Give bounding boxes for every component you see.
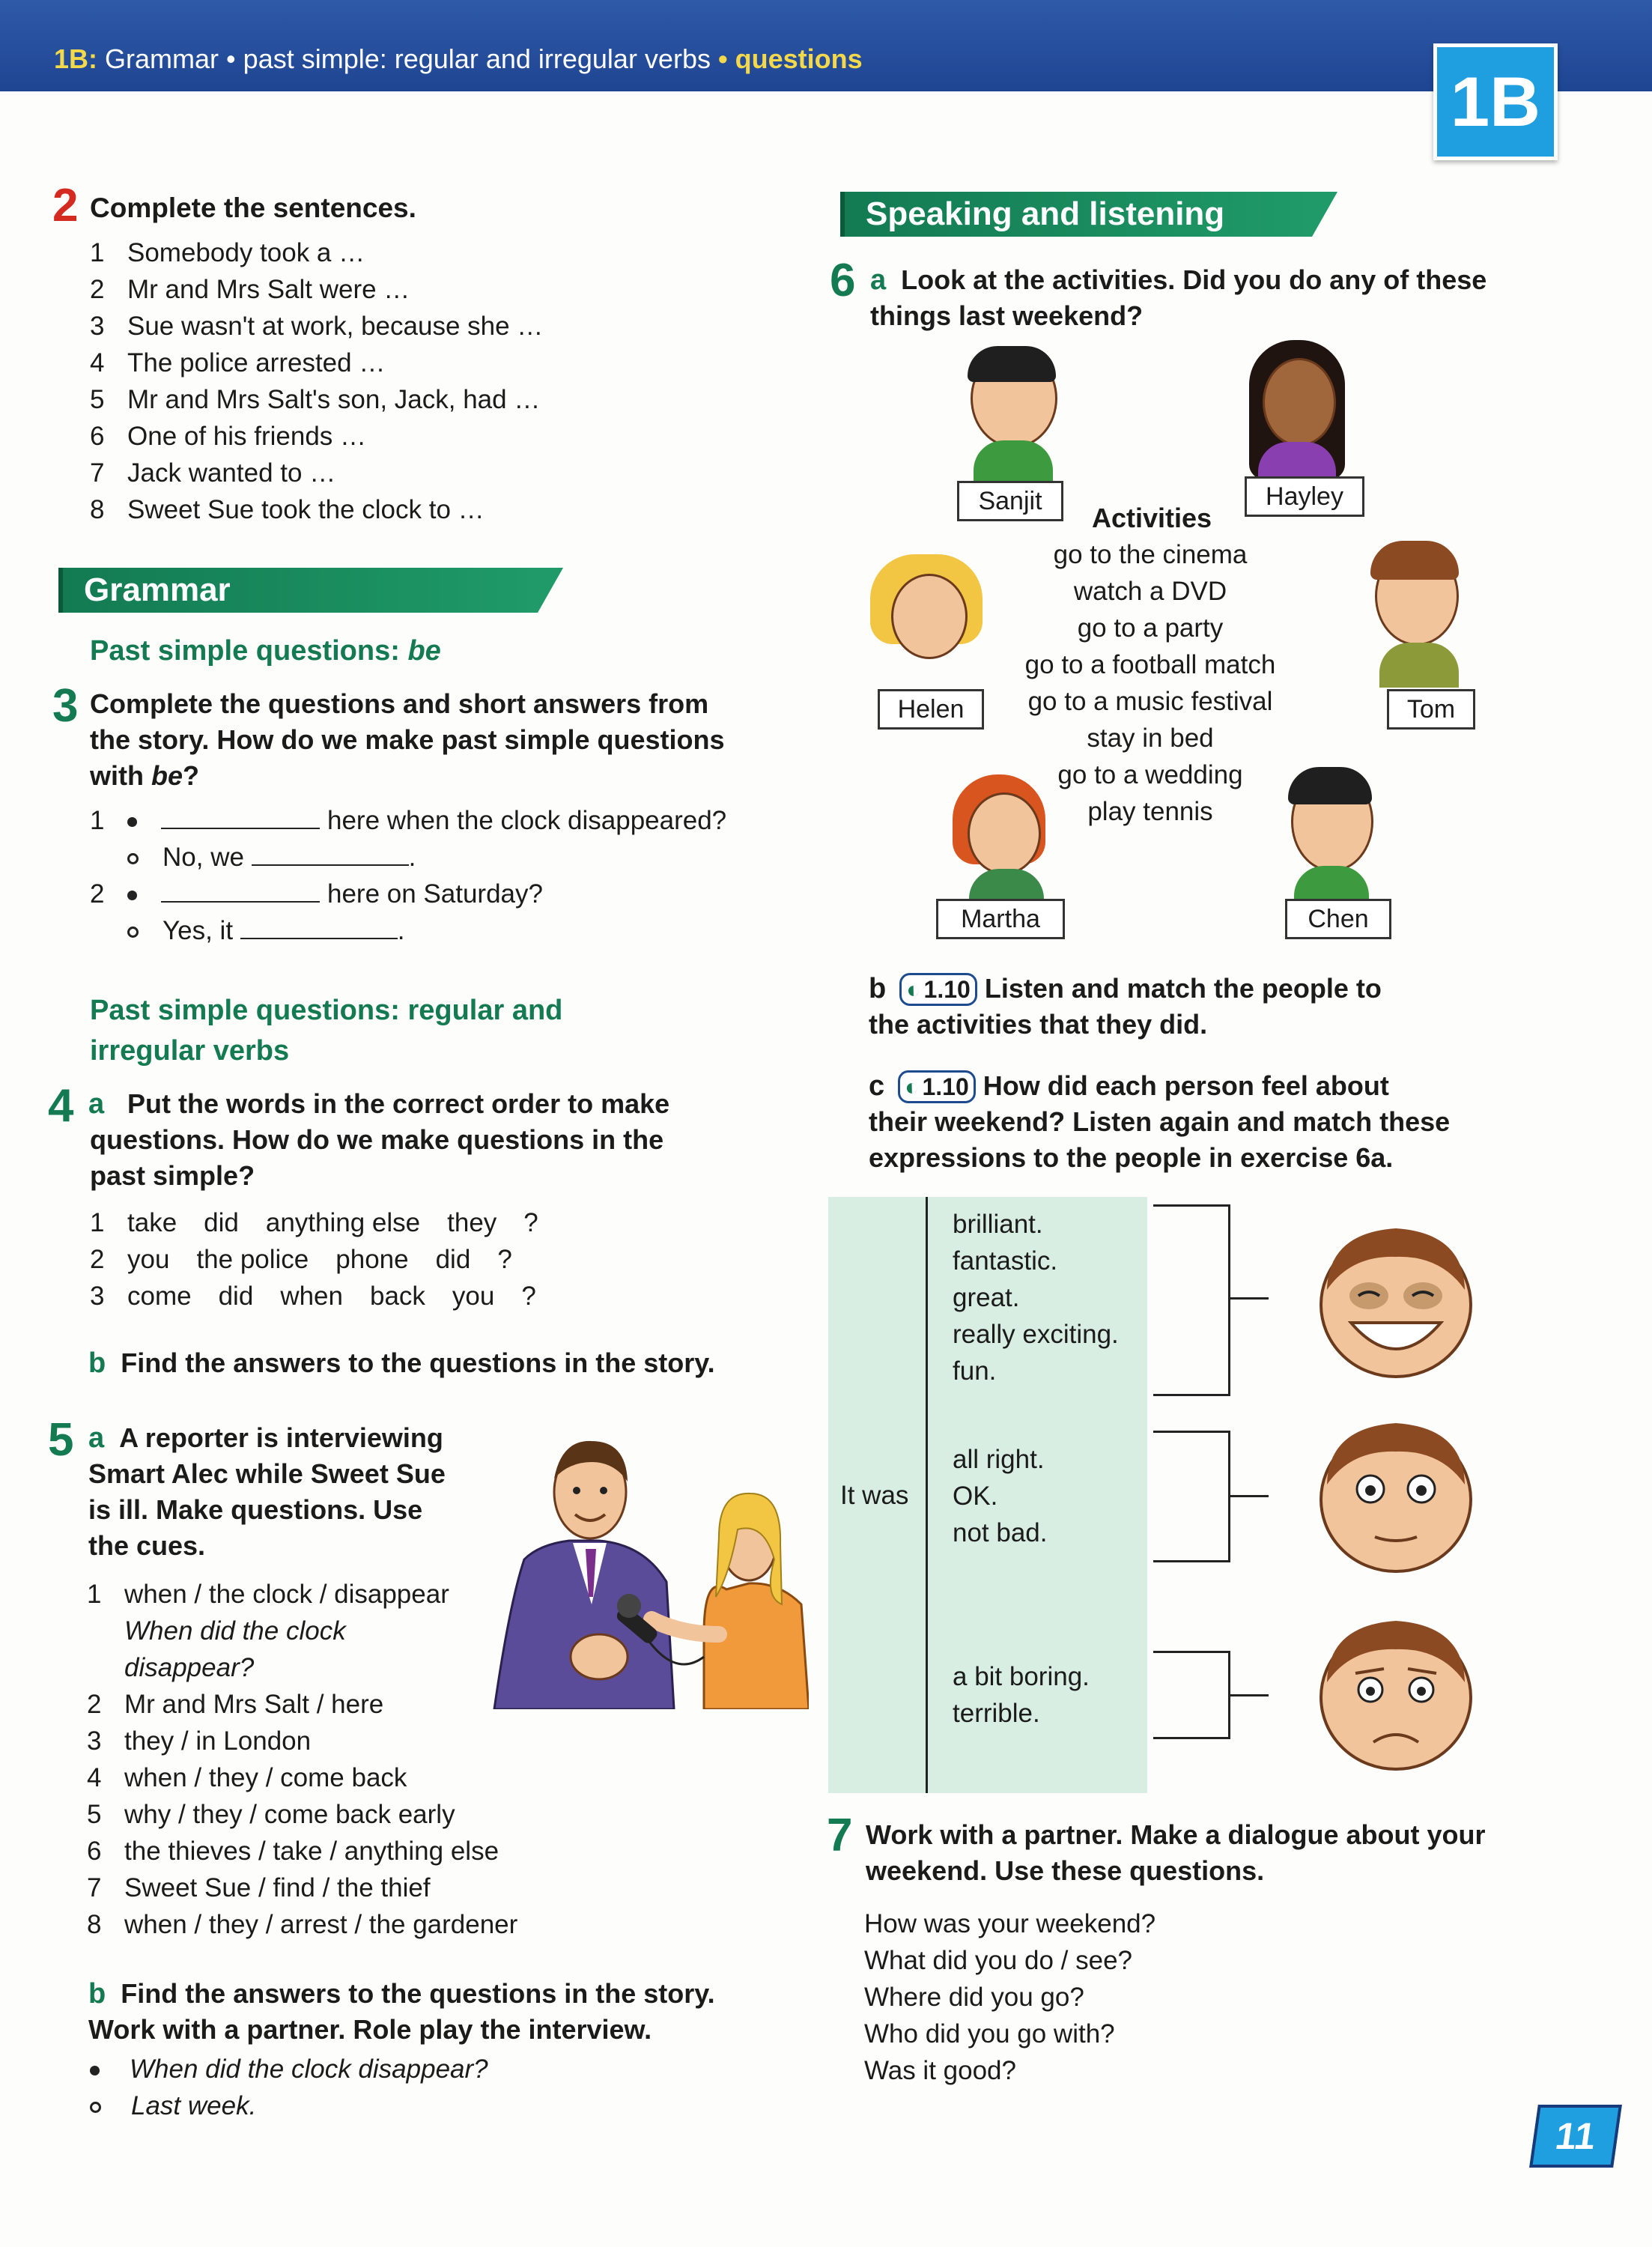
expression-group-1: brilliant. fantastic. great. really exciting. fun. [953,1210,1119,1386]
separator: • [717,43,728,74]
grammar-heading: Grammar [58,568,538,613]
list-item: 7 Sweet Sue / find / the thief [87,1873,431,1902]
answer-blank[interactable] [161,879,320,903]
person-name-tag: Chen [1285,899,1391,939]
subtopic-label: past simple: regular and irregular verbs [243,43,711,74]
happy-face-icon [1306,1218,1486,1383]
activity-item: watch a DVD [1073,577,1227,606]
audio-track-icon[interactable]: ◐ 1.10 [899,973,977,1006]
list-item: 1 Somebody took a … [90,238,365,267]
page-number: 11 [1529,2105,1622,2168]
expression-group-2: all right. OK. not bad. [953,1445,1048,1547]
list-item: 5 why / they / come back early [87,1800,455,1829]
list-item: 6 the thieves / take / anything else [87,1837,499,1866]
part-b: b Find the answers to the questions in the story. Work with a partner. Role play the interview. [88,1978,715,2045]
activity-item: go to a wedding [1057,760,1243,789]
exercise-instruction: a A reporter is interviewing Smart Alec while Sweet Sue is ill. Make questions. Use the cues. [88,1422,446,1561]
unit-label: 1B: [54,43,98,74]
list-item: 1 when / the clock / disappear [87,1580,449,1609]
activities-title: Activities [1092,503,1212,533]
exercise-number: 6 [830,255,856,306]
helen-portrait [891,574,968,659]
answer-blank[interactable] [161,805,320,829]
part-b: b◐ 1.10 Listen and match the people to the activities that they did. [869,971,1543,1043]
part-c: c◐ 1.10 How did each person feel about their weekend? Listen again and match these expressions to the people in exercise 6a. [869,1068,1543,1176]
answer-row: No, we . [90,839,726,876]
answer-row: Yes, it . [90,912,726,949]
hair [1370,541,1459,580]
exercise-instruction: Work with a partner. Make a dialogue about your weekend. Use these questions. [866,1819,1486,1886]
exercise-number: 7 [827,1810,853,1861]
answer-blank[interactable] [252,842,409,866]
list-item: What did you do / see? [864,1946,1132,1975]
speaking-heading: Speaking and listening [840,192,1312,237]
person-name-tag: Tom [1387,689,1475,730]
header-title [54,43,863,75]
list-item: 5 Mr and Mrs Salt's son, Jack, had … [90,385,541,414]
exercise-number: 4 [48,1080,74,1132]
shirt [969,869,1044,900]
list-item: Where did you go? [864,1983,1084,2012]
list-item: 2 Mr and Mrs Salt / here [87,1690,384,1719]
shirt [1379,643,1459,688]
exercise-instruction: Put the words in the correct order to make questions. How do we make questions in the past simple? [90,1088,670,1191]
list-item: 8 when / they / arrest / the gardener [87,1910,518,1939]
shirt [974,440,1053,482]
list-item: 3 Sue wasn't at work, because she … [90,312,544,341]
exercise-5-list [87,1576,517,1943]
exercise-instruction: a Look at the activities. Did you do any of these things last weekend? [870,264,1487,331]
bracket-stem [1228,1297,1269,1300]
exercise-7-questions [864,1905,1156,2089]
highlight-label: questions [735,43,863,74]
answer-blank[interactable] [240,915,398,939]
shirt [1258,442,1336,481]
unit-badge: 1B [1433,43,1558,160]
activity-item: play tennis [1087,797,1213,826]
list-item: 3 they / in London [87,1726,312,1756]
expression-group-3: a bit boring. terrible. [953,1662,1090,1728]
list-item: 6 One of his friends … [90,422,367,451]
exercise-number: 2 [52,180,79,231]
word-order-row: 2 you the police phone did ? [90,1245,512,1274]
question-row: 2 here on Saturday? [90,879,543,909]
example-answer: When did the clock [124,1616,346,1646]
exercise-3-questions [90,802,726,949]
exercise-2-list [90,234,543,528]
divider [926,1197,928,1793]
word-order-row: 1 take did anything else they ? [90,1208,538,1237]
list-item: 4 when / they / come back [87,1763,407,1792]
dialogue [87,2051,488,2124]
hayley-portrait [1263,358,1336,446]
bracket [1153,1431,1230,1562]
example-answer: disappear? [124,1653,255,1682]
exercise-instruction: Complete the questions and short answers from the story. How do we make past simple questions with be? [90,688,725,791]
exercise-4-rows [90,1204,538,1314]
bracket [1153,1651,1230,1739]
person-name-tag: Hayley [1245,476,1364,517]
part-label: a [88,1088,105,1120]
part-b: b Find the answers to the questions in the story. [88,1347,715,1379]
activity-item: go to a party [1077,613,1224,643]
list-item: 7 Jack wanted to … [90,458,336,488]
table-lead: It was [840,1481,909,1510]
activity-item: stay in bed [1087,724,1214,753]
bracket-stem [1228,1495,1269,1497]
list-item: 4 The police arrested … [90,348,386,377]
bracket-stem [1228,1694,1269,1696]
list-item: 8 Sweet Sue took the clock to … [90,495,485,524]
reporter-illustration [479,1410,809,1709]
activity-item: go to the cinema [1053,540,1248,569]
question-row: 1 here when the clock disappeared? [90,806,727,835]
topic-label: Grammar [105,43,219,74]
person-name-tag: Martha [936,899,1065,939]
person-name-tag: Helen [878,689,984,730]
exercise-number: 5 [48,1414,74,1466]
neutral-face-icon [1306,1413,1486,1577]
sad-face-icon [1306,1610,1486,1775]
word-order-row: 3 come did when back you ? [90,1282,536,1311]
person-name-tag: Sanjit [957,481,1063,521]
list-item: Was it good? [864,2056,1016,2085]
list-item: 2 Mr and Mrs Salt were … [90,275,410,304]
subheading-be: Past simple questions: be [90,635,441,667]
hair [968,346,1056,382]
activities-list [1000,536,1300,830]
activity-item: go to a music festival [1027,687,1273,716]
dialogue-line: When did the clock disappear? [87,2051,488,2087]
dialogue-line: Last week. [87,2087,488,2124]
list-item: How was your weekend? [864,1909,1156,1938]
exercise-instruction: Complete the sentences. [90,192,416,223]
activity-item: go to a football match [1024,650,1276,679]
hair [1288,767,1372,804]
audio-track-icon[interactable]: ◐ 1.10 [898,1070,976,1103]
shirt [1294,866,1369,900]
bracket [1153,1204,1230,1396]
subheading-regular: Past simple questions: regular and irregular verbs [90,995,563,1067]
separator: • [226,43,236,74]
exercise-number: 3 [52,680,79,732]
list-item: Who did you go with? [864,2019,1115,2049]
